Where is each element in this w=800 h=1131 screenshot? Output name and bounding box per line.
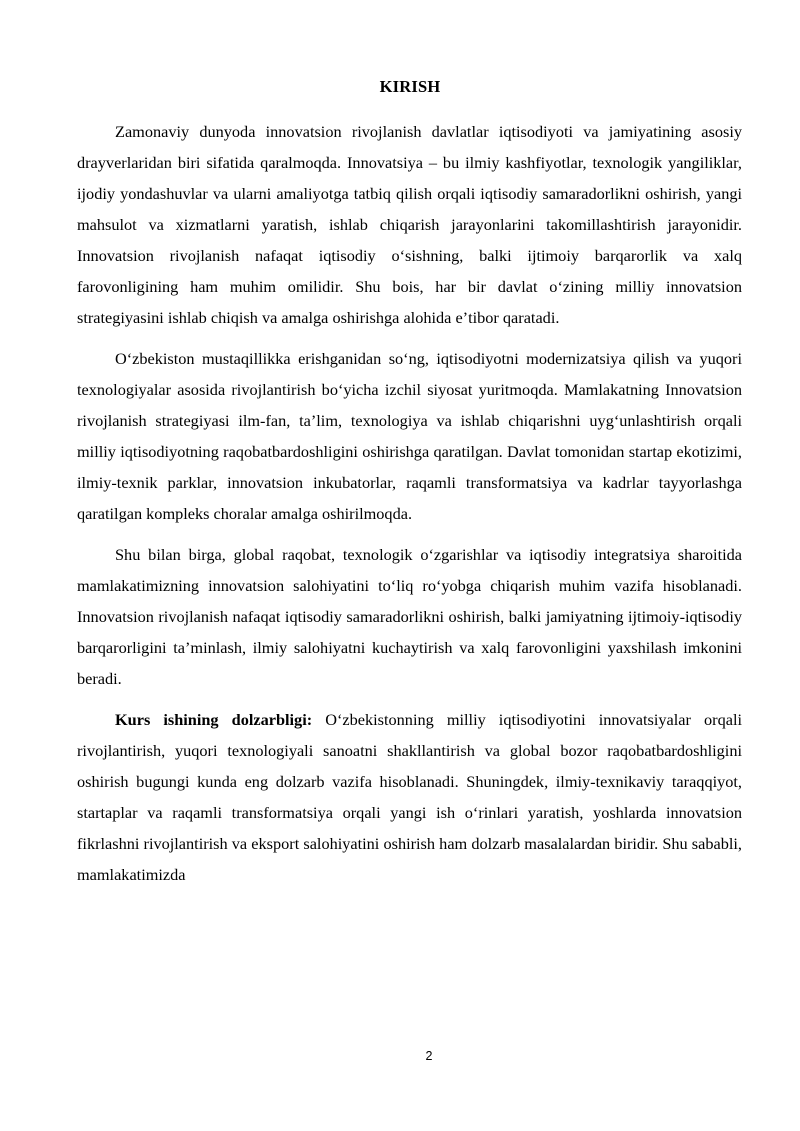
- paragraph-4: [77, 704, 742, 890]
- paragraph-2-text: Oʻzbekiston mustaqillikka erishganidan soʻng, iqtisodiyotni modernizatsiya qilish va yuqori texnologiyalar asosida rivojlantirish boʻyicha izchil siyosat yuritmoqda. Mamlakatning Innovatsion rivojlanish strategiyasi ilm-fan, taʼlim, texnologiya va ishlab chiqarishni uygʻunlashtirish orqali milliy iqtisodiyotning raqobatbardoshligini oshirishga qaratilgan. Davlat tomonidan startap ekotizimi, ilmiy-texnik parklar, innovatsion inkubatorlar, raqamli transformatsiya va kadrlar tayyorlashga qaratilgan kompleks choralar amalga oshirilmoqda.: [77, 349, 742, 523]
- section-heading: KIRISH: [379, 77, 441, 96]
- paragraph-3-text: Shu bilan birga, global raqobat, texnologik oʻzgarishlar va iqtisodiy integratsiya sharoitida mamlakatimizning innovatsion salohiyatini toʻliq roʻyobga chiqarish muhim vazifa hisoblanadi. Innovatsion rivojlanish nafaqat iqtisodiy samaradorlikni oshirish, balki jamiyatning ijtimoiy-iqtisodiy barqarorligini taʼminlash, ilmiy salohiyatni kuchaytirish va xalq farovonligini yaxshilash imkonini beradi.: [77, 545, 742, 688]
- relevance-lead: Kurs ishining dolzarbligi:: [115, 710, 313, 729]
- paragraph-4-text: Oʻzbekistonning milliy iqtisodiyotini innovatsiyalar orqali rivojlantirish, yuqori texnologiyali sanoatni shakllantirish va global bozor raqobatbardoshligini oshirish bugungi kunda eng dolzarb vazifa hisoblanadi. Shuningdek, ilmiy-texnikaviy taraqqiyot, startaplar va raqamli transformatsiya orqali yangi ish oʻrinlari yaratish, yoshlarda innovatsion fikrlashni rivojlantirish va eksport salohiyatini oshirish ham dolzarb masalalardan biridir. Shu sababli, mamlakatimizda: [77, 710, 743, 884]
- paragraph-1: [77, 116, 742, 333]
- paragraph-3: [77, 539, 742, 694]
- body-text: [77, 116, 742, 900]
- paragraph-2: [77, 343, 742, 529]
- paragraph-1-text: Zamonaviy dunyoda innovatsion rivojlanish davlatlar iqtisodiyoti va jamiyatining asosiy drayverlaridan biri sifatida qaralmoqda. Innovatsiya – bu ilmiy kashfiyotlar, texnologik yangiliklar, ijodiy yondashuvlar va ularni amaliyotga tatbiq qilish orqali iqtisodiy samaradorlikni oshirish, yangi mahsulot va xizmatlarni yaratish, ishlab chiqarish jarayonlarini takomillashtirish jarayonidir. Innovatsion rivojlanish nafaqat iqtisodiy oʻsishning, balki ijtimoiy barqarorlik va xalq farovonligining ham muhim omilidir. Shu bois, har bir davlat oʻzining milliy innovatsion strategiyasini ishlab chiqish va amalga oshirishga alohida eʼtibor qaratadi.: [77, 122, 742, 327]
- page-number: 2: [425, 1049, 433, 1063]
